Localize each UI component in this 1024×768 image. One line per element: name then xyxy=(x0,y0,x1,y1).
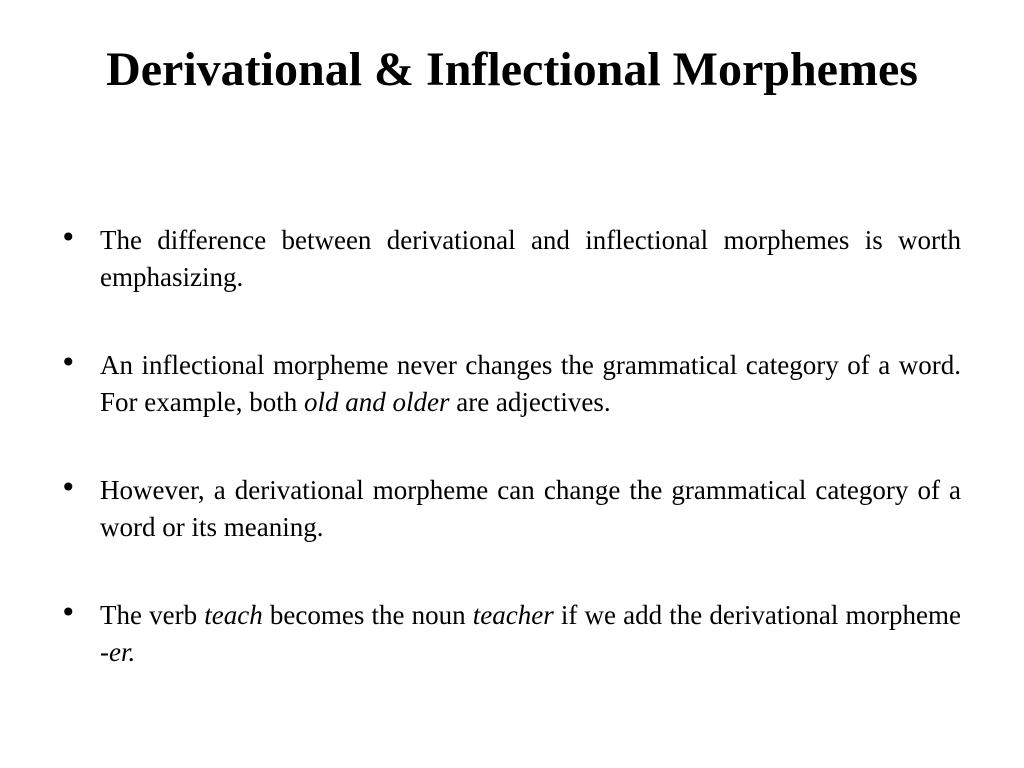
bullet-text xyxy=(100,597,961,671)
bullet-text xyxy=(100,222,961,296)
bullet-item xyxy=(0,347,1024,421)
slide-title: Derivational & Inflectional Morphemes xyxy=(106,43,918,96)
text-segment: The verb xyxy=(100,600,205,630)
bullet-list xyxy=(0,222,1024,722)
bullet-point-icon: • xyxy=(60,221,77,254)
bullet-item xyxy=(0,472,1024,546)
bullet-point-icon: • xyxy=(60,346,77,379)
text-segment: However, a derivational morpheme can change the grammatical category of a word or its meaning. xyxy=(100,475,961,542)
bullet-point-icon: • xyxy=(60,596,77,629)
italic-example-text: teacher xyxy=(472,600,554,630)
bullet-text xyxy=(100,347,961,421)
italic-example-text: -er. xyxy=(100,637,136,667)
italic-example-text: teach xyxy=(204,600,263,630)
text-segment: are adjectives. xyxy=(449,387,611,417)
text-segment: The difference between derivational and inflectional morphemes is worth emphasizing. xyxy=(100,225,961,292)
text-segment: An inflectional morpheme never changes the grammatical category of a word. For example, both xyxy=(100,350,961,417)
italic-example-text: old and older xyxy=(303,387,450,417)
text-segment: becomes the noun xyxy=(262,600,473,630)
bullet-item xyxy=(0,597,1024,671)
text-segment: if we add the derivational morpheme xyxy=(553,600,961,630)
bullet-item xyxy=(0,222,1024,296)
bullet-text xyxy=(100,472,961,546)
bullet-point-icon: • xyxy=(60,471,77,504)
